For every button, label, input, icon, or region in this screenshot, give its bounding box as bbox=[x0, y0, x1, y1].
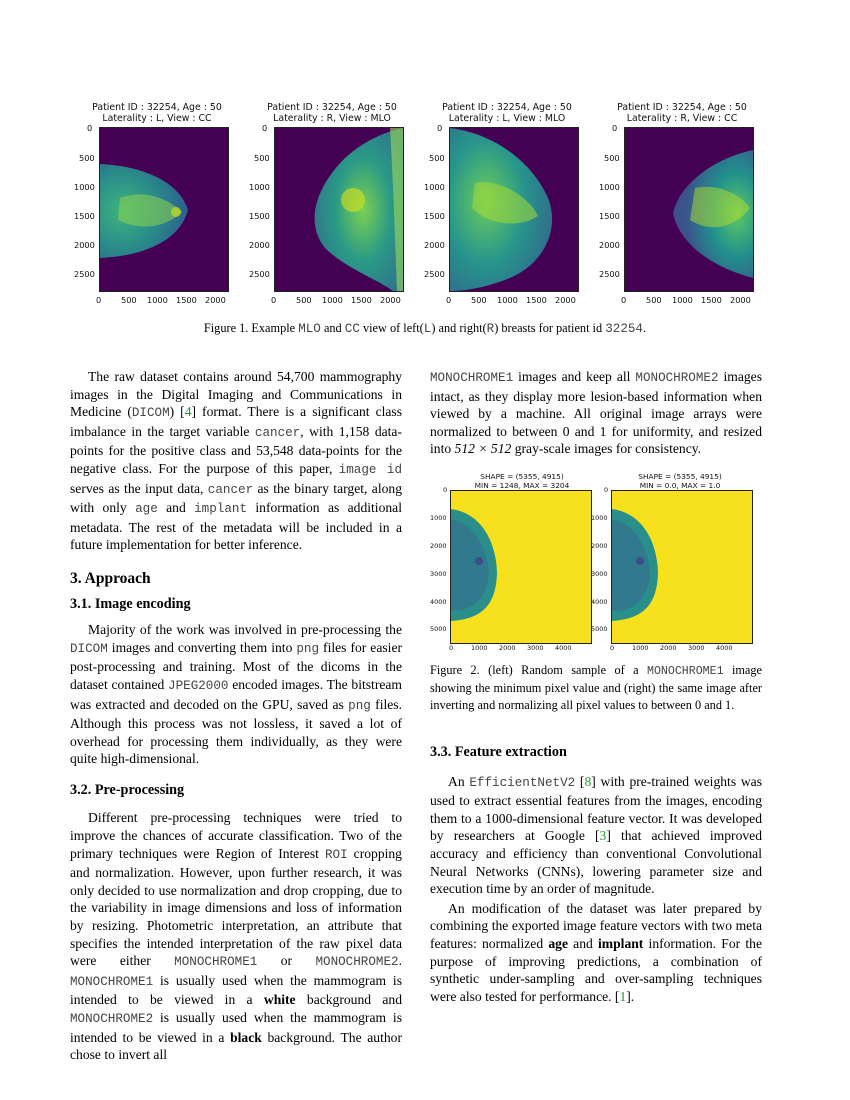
citation-link[interactable]: 1 bbox=[619, 988, 627, 1004]
figure-2-caption: Figure 2. (left) Random sample of a MONOCHROME1 image showing the minimum pixel value and (right) the same image after inverting and normalizing all pixel values to between 0 and 1. bbox=[430, 663, 762, 712]
right-column-top bbox=[430, 368, 762, 458]
preprocessing-continued-paragraph: MONOCHROME1 images and keep all MONOCHROME2 images intact, as they display more lesion-based information when viewed by a machine. All original image arrays were normalized to between 0 and 1 for uniformity, and resized into 512 × 512 gray-scale images for consistency. bbox=[430, 369, 763, 457]
figure-2-right-image bbox=[611, 490, 753, 644]
citation-link[interactable]: 8 bbox=[584, 773, 592, 789]
citation-link[interactable]: 4 bbox=[184, 404, 192, 420]
figure-1 bbox=[0, 98, 850, 313]
figure-1-panel-left-cc: Patient ID : 32254, Age : 50 Laterality : L, View : CC 0 500 1000 1500 2000 2500 0 500 1000 1500 2000 bbox=[77, 98, 237, 313]
intro-paragraph: The raw dataset contains around 54,700 mammography images in the Digital Imaging and Communications in Medicine (DICOM) [4] format. There is a significant class imbalance in the target variable cancer, with 1,158 data-points for the positive class and 53,548 data-points for the negative class. For the purpose of this paper, image id serves as the input data, cancer as the binary target, along with only age and implant information as additional metadata. The rest of the metadata will be included in a future implementation for better inference. bbox=[70, 369, 403, 553]
right-column-bottom bbox=[430, 744, 762, 1005]
subsection-heading-feature-extraction: 3.3. Feature extraction bbox=[430, 744, 567, 760]
panel-title: Patient ID : 32254, Age : 50 Laterality : L, View : MLO bbox=[442, 102, 572, 124]
citation-link[interactable]: 3 bbox=[599, 828, 607, 844]
mammogram-right-cc-svg bbox=[625, 128, 753, 291]
image-encoding-paragraph: Majority of the work was involved in pre-processing the DICOM images and converting them into png files for easier post-processing and training. Most of the dicoms in the dataset contained JPEG2000 encoded images. The bitstream was extracted and decoded on the GPU, saved as png files. Although this process was not lossless, it saved a lot of overhead for processing them individually, as they were quite high-dimensional. bbox=[70, 622, 402, 767]
preprocessing-paragraph: Different pre-processing techniques were tried to improve the chances of accurate classification. Two of the primary techniques were Region of Interest ROI cropping and normalization. However, upon further research, it was only decided to use normalization and drop cropping, due to the variability in image dimensions and loss of information by resizing. Photometric interpretation, an attribute that specifies the intended interpretation of the raw pixel data were either MONOCHROME1 or MONOCHROME2. MONOCHROME1 is usually used when the mammogram is intended to be viewed in a white background and MONOCHROME2 is usually used when the mammogram is intended to be viewed in a black background. The author chose to invert all bbox=[70, 810, 402, 1063]
figure-2-left-title: SHAPE = (5355, 4915) MIN = 1248, MAX = 3204 bbox=[474, 472, 570, 490]
panel-title: Patient ID : 32254, Age : 50 Laterality : L, View : CC bbox=[92, 102, 222, 124]
section-heading-approach: 3. Approach bbox=[70, 569, 151, 587]
mammogram-monochrome1-svg bbox=[451, 491, 591, 643]
figure-2-left-image bbox=[450, 490, 592, 644]
mammogram-normalized-svg bbox=[612, 491, 752, 643]
subsection-heading-preprocessing: 3.2. Pre-processing bbox=[70, 781, 185, 798]
mammogram-left-mlo-svg bbox=[450, 128, 578, 291]
feature-extraction-paragraph-1: An EfficientNetV2 [8] with pre-trained weights was used to extract essential features from the images, encoding them to a 1000-dimensional feature vector. It was developed by researchers at Google [3] that achieved improved accuracy and efficiency than conventional Convolutional Neural Networks (CNNs), lowering parameter size and execution time by an order of magnitude. bbox=[430, 773, 763, 897]
panel-title: Patient ID : 32254, Age : 50 Laterality : R, View : CC bbox=[617, 102, 747, 124]
mammogram-image bbox=[99, 127, 229, 292]
feature-extraction-paragraph-2: An modification of the dataset was later prepared by combining the exported image feature vectors with two meta features: normalized age and implant information. For the purpose of improving predictions, a combination of synthetic under-sampling and over-sampling techniques were also tested for performance. [1]. bbox=[430, 900, 762, 1004]
mammogram-image bbox=[449, 127, 579, 292]
mammogram-image bbox=[624, 127, 754, 292]
figure-1-caption: Figure 1. Example MLO and CC view of left(L) and right(R) breasts for patient id 32254. bbox=[203, 321, 647, 336]
mammogram-right-mlo-svg bbox=[275, 128, 403, 291]
panel-title: Patient ID : 32254, Age : 50 Laterality : R, View : MLO bbox=[267, 102, 397, 124]
mammogram-left-cc-svg bbox=[100, 128, 228, 291]
subsection-heading-image-encoding: 3.1. Image encoding bbox=[70, 595, 191, 612]
figure-2-right-title: SHAPE = (5355, 4915) MIN = 0.0, MAX = 1.0 bbox=[638, 472, 722, 490]
figure-1-panel-left-mlo: Patient ID : 32254, Age : 50 Laterality : L, View : MLO 0 500 1000 1500 2000 2500 0 500 1000 1500 2000 bbox=[427, 98, 587, 313]
figure-2: SHAPE = (5355, 4915) MIN = 1248, MAX = 3204 0 1000 2000 3000 4000 5000 0 1000 2000 3000 4000 SHAPE = (5355, 4915) MIN = 0.0, MAX = 1.0 0 1000 2000 3000 4000 5000 0 1000 2000 3000 4000 bbox=[430, 466, 770, 656]
figure-1-panel-right-cc: Patient ID : 32254, Age : 50 Laterality : R, View : CC 0 500 1000 1500 2000 2500 0 500 1000 1500 2000 bbox=[602, 98, 762, 313]
figure-1-panel-right-mlo: Patient ID : 32254, Age : 50 Laterality : R, View : MLO 0 500 1000 1500 2000 2500 0 500 1000 1500 2000 bbox=[252, 98, 412, 313]
left-column bbox=[70, 368, 402, 1064]
mammogram-image bbox=[274, 127, 404, 292]
